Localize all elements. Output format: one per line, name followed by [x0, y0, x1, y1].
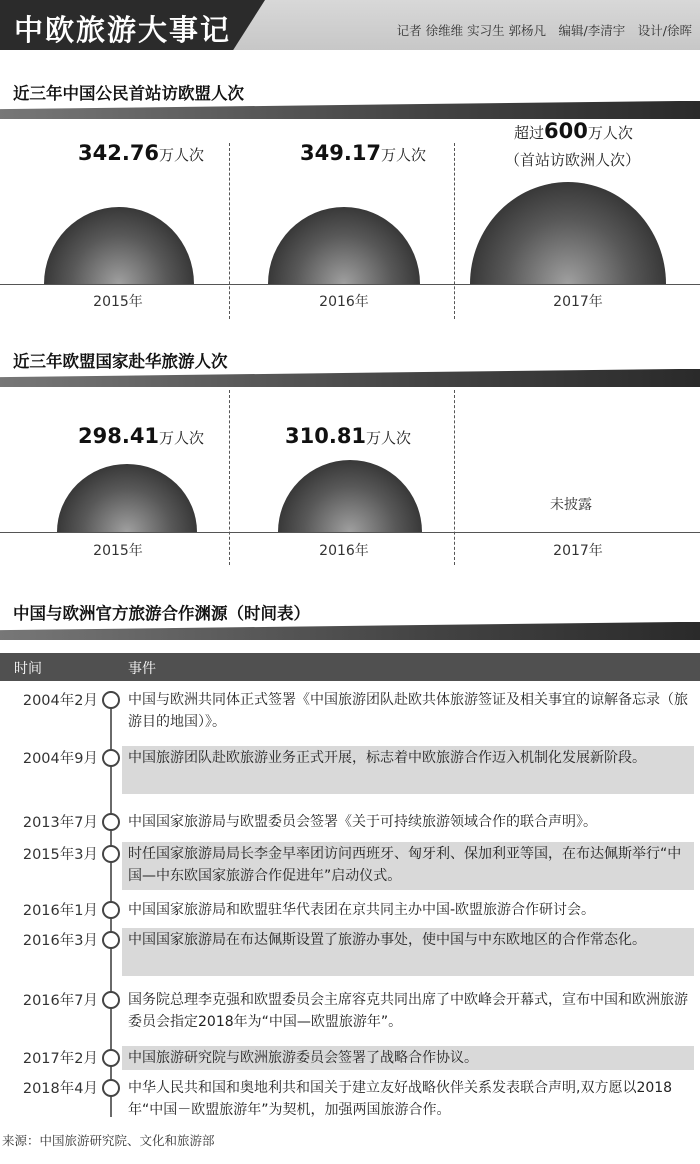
dome-2015	[44, 207, 194, 284]
value-number: 600	[544, 119, 588, 143]
chart-china-to-eu	[0, 119, 700, 319]
divider	[229, 143, 230, 319]
row-event: 中国旅游研究院与欧洲旅游委员会签署了战略合作协议。	[128, 1050, 478, 1066]
row-date: 2016年3月	[22, 933, 98, 949]
timeline-dot	[102, 931, 120, 949]
row-event: 中国国家旅游局和欧盟驻华代表团在京共同主办中国-欧盟旅游合作研讨会。	[128, 902, 596, 918]
value-number: 342.76	[78, 141, 160, 165]
timeline-dot	[102, 901, 120, 919]
section-3-bar	[0, 622, 700, 640]
timeline-dot	[102, 813, 120, 831]
chart-eu-to-china	[0, 390, 700, 570]
timeline-row	[0, 928, 700, 976]
timeline-row	[0, 688, 700, 736]
row-date: 2016年7月	[22, 993, 98, 1009]
value-label-2015	[78, 141, 204, 165]
value-label-2017	[514, 119, 633, 143]
timeline-row	[0, 1076, 700, 1124]
value-label-2016	[300, 141, 426, 165]
value-prefix: 超过	[514, 124, 545, 142]
value-note-2017: （首站访欧洲人次）	[505, 151, 641, 169]
dome-2017	[470, 182, 666, 284]
section-1-title: 近三年中国公民首站访欧盟人次	[13, 84, 244, 103]
value-number: 349.17	[300, 141, 382, 165]
year-label: 2015年	[93, 294, 143, 310]
row-date: 2016年1月	[22, 903, 98, 919]
row-event: 中华人民共和国和奥地利共和国关于建立友好战略伙伴关系发表联合声明,双方愿以2018年“中国－欧盟旅游年”为契机，加强两国旅游合作。	[128, 1080, 673, 1118]
divider	[454, 390, 455, 565]
value-unit: 万人次	[587, 124, 633, 142]
column-header-time: 时间	[14, 661, 42, 677]
divider	[229, 390, 230, 565]
value-unit: 万人次	[159, 146, 205, 164]
divider	[454, 143, 455, 319]
timeline-dot	[102, 991, 120, 1009]
value-unit: 万人次	[381, 146, 427, 164]
timeline-dot	[102, 749, 120, 767]
year-label: 2016年	[319, 294, 369, 310]
row-date: 2013年7月	[22, 815, 98, 831]
timeline-header	[0, 653, 700, 681]
row-date: 2004年2月	[22, 693, 98, 709]
section-2-title: 近三年欧盟国家赴华旅游人次	[13, 352, 228, 371]
value-label-2015	[78, 424, 204, 448]
row-date: 2018年4月	[22, 1081, 98, 1097]
dome-2016	[268, 207, 420, 284]
row-event: 中国国家旅游局与欧盟委员会签署《关于可持续旅游领域合作的联合声明》。	[128, 814, 597, 830]
timeline-row	[0, 988, 700, 1036]
timeline-row	[0, 746, 700, 794]
value-label-2016	[285, 424, 411, 448]
timeline-row	[0, 898, 700, 922]
header	[0, 0, 700, 50]
row-event: 时任国家旅游局局长李金早率团访问西班牙、匈牙利、保加利亚等国，在布达佩斯举行“中国—中东欧国家旅游合作促进年”启动仪式。	[128, 846, 682, 884]
row-event: 中国国家旅游局在布达佩斯设置了旅游办事处，使中国与中东欧地区的合作常态化。	[128, 932, 646, 948]
dome-2015	[57, 464, 197, 532]
section-3-title: 中国与欧洲官方旅游合作渊源（时间表）	[13, 604, 310, 623]
year-label: 2016年	[319, 543, 369, 559]
row-event: 中国旅游团队赴欧旅游业务正式开展，标志着中欧旅游合作迈入机制化发展新阶段。	[128, 750, 646, 766]
value-number: 298.41	[78, 424, 160, 448]
row-event: 中国与欧洲共同体正式签署《中国旅游团队赴欧共体旅游签证及相关事宜的谅解备忘录（旅游目的地国）》。	[128, 692, 688, 730]
row-date: 2017年2月	[22, 1051, 98, 1067]
byline: 记者 徐维维 实习生 郭杨凡 编辑/李清宇 设计/徐晖	[396, 23, 692, 38]
row-date: 2004年9月	[22, 751, 98, 767]
timeline-row	[0, 1046, 700, 1070]
value-unit: 万人次	[159, 429, 205, 447]
dome-2016	[278, 460, 422, 532]
year-label: 2017年	[553, 294, 603, 310]
timeline-dot	[102, 1049, 120, 1067]
year-label: 2015年	[93, 543, 143, 559]
row-date: 2015年3月	[22, 847, 98, 863]
row-event: 国务院总理李克强和欧盟委员会主席容克共同出席了中欧峰会开幕式，宣布中国和欧洲旅游委员会指定2018年为“中国—欧盟旅游年”。	[128, 992, 688, 1030]
value-number: 310.81	[285, 424, 367, 448]
page-title: 中欧旅游大事记	[14, 13, 232, 47]
not-disclosed-note: 未披露	[550, 497, 592, 513]
timeline-row	[0, 810, 700, 834]
column-header-event: 事件	[128, 661, 156, 677]
baseline	[0, 532, 700, 533]
source-note: 来源：中国旅游研究院、文化和旅游部	[2, 1133, 215, 1148]
timeline-dot	[102, 1079, 120, 1097]
timeline-dot	[102, 691, 120, 709]
baseline	[0, 284, 700, 285]
value-unit: 万人次	[366, 429, 412, 447]
timeline-dot	[102, 845, 120, 863]
year-label: 2017年	[553, 543, 603, 559]
timeline-row	[0, 842, 700, 890]
